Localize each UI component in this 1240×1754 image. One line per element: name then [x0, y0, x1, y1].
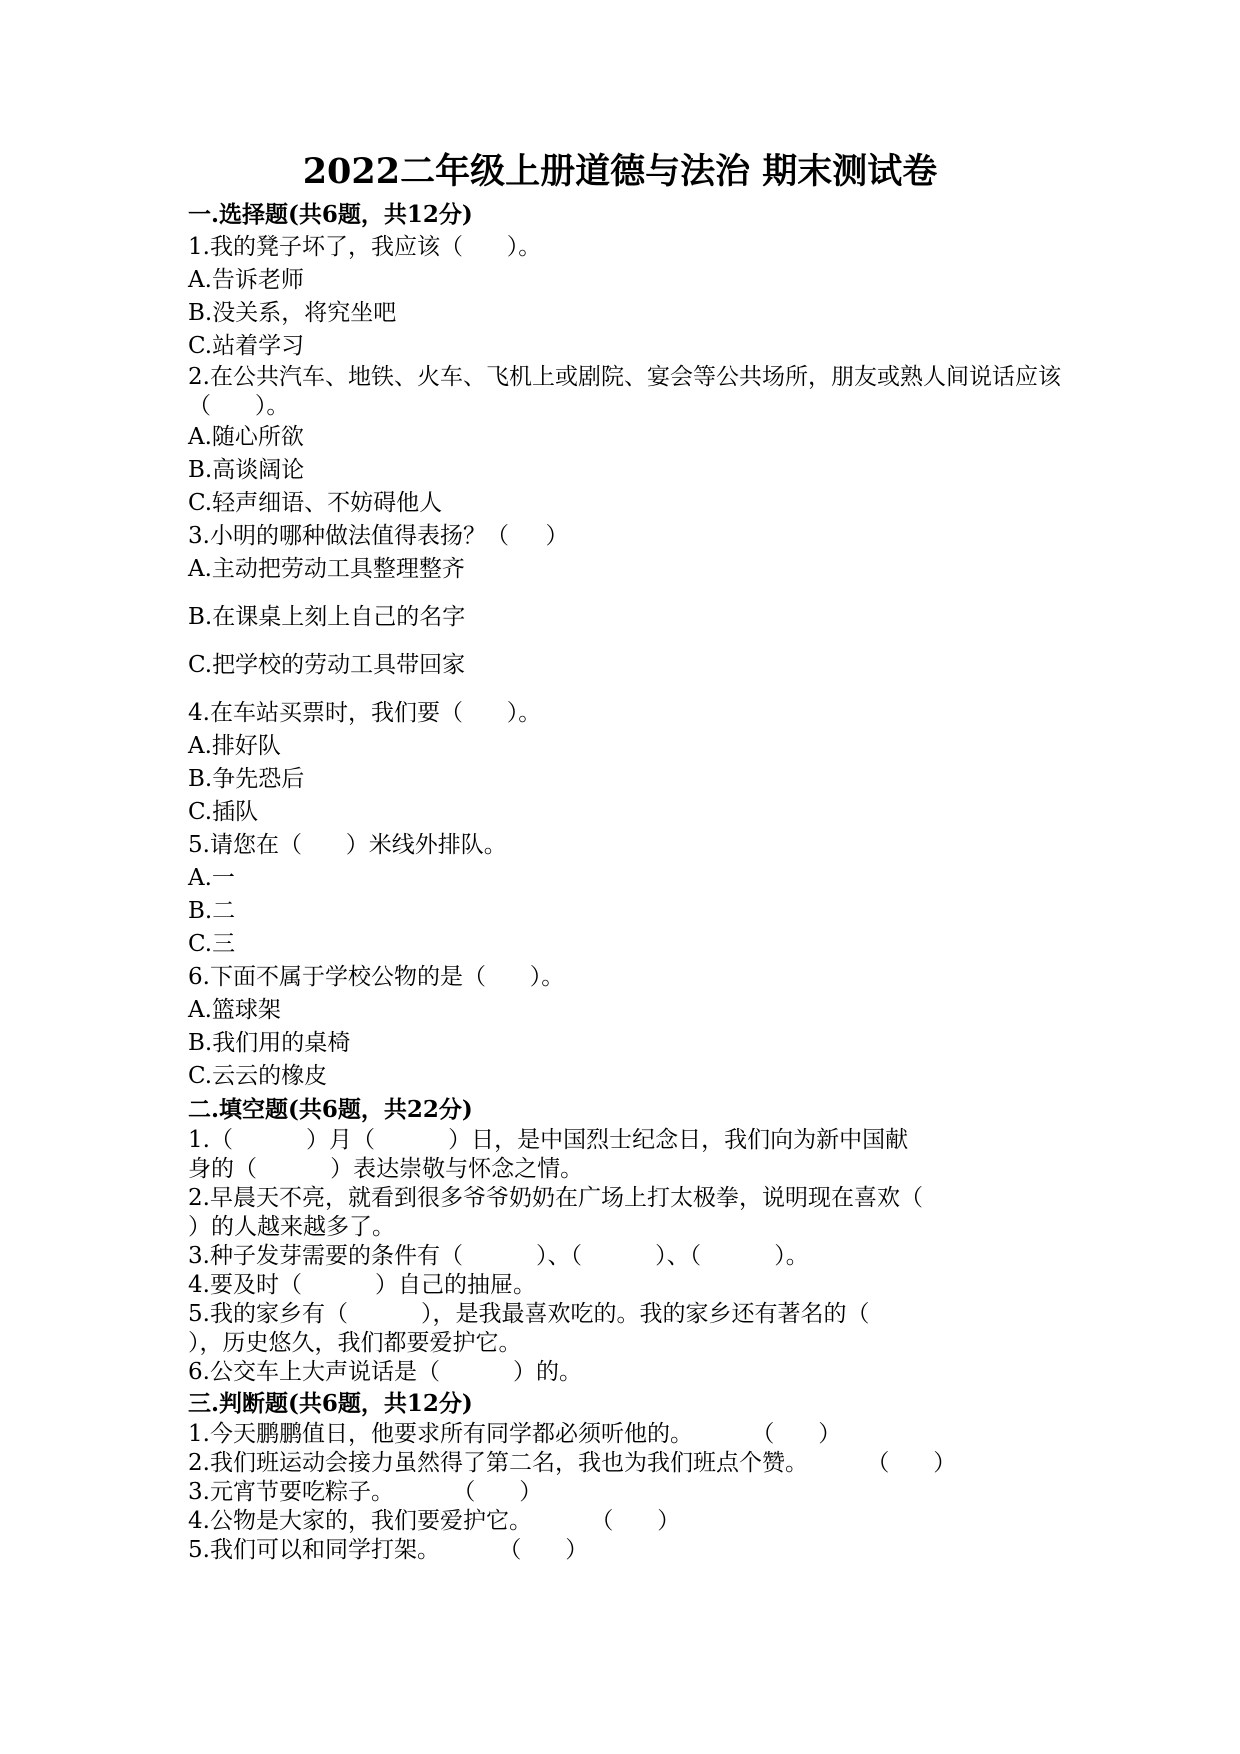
judge-line: 3.元宵节要吃粽子。 （ ） — [188, 1479, 543, 1505]
question-stem: 4.在车站买票时，我们要（ ）。 — [188, 700, 542, 726]
question-option: A.告诉老师 — [188, 267, 304, 293]
judge-line: 1.今天鹏鹏值日，他要求所有同学都必须听他的。 （ ） — [188, 1421, 842, 1447]
fill-line: ），历史悠久，我们都要爱护它。 — [188, 1330, 522, 1356]
page-title: 2022二年级上册道德与法治 期末测试卷 — [302, 151, 938, 192]
question-stem: 2.在公共汽车、地铁、火车、飞机上或剧院、宴会等公共场所，朋友或熟人间说话应该（ ）。 — [188, 364, 1061, 419]
fill-line: 6.公交车上大声说话是（ ）的。 — [188, 1359, 583, 1385]
fill-line: 2.早晨天不亮，就看到很多爷爷奶奶在广场上打太极拳，说明现在喜欢（ — [188, 1185, 923, 1211]
question-option: A.篮球架 — [188, 997, 281, 1023]
question-option: B.二 — [188, 898, 236, 924]
question-option: B.高谈阔论 — [188, 457, 305, 483]
question-option: A.排好队 — [188, 733, 281, 759]
question-option: C.三 — [188, 931, 236, 957]
question-option: C.把学校的劳动工具带回家 — [188, 652, 466, 678]
question-option: C.插队 — [188, 799, 259, 825]
exam-content — [188, 198, 1068, 1565]
fill-line: ）的人越来越多了。 — [188, 1214, 395, 1240]
fill-line: 4.要及时（ ）自己的抽屉。 — [188, 1272, 537, 1298]
fill-line: 5.我的家乡有（ ），是我最喜欢吃的。我的家乡还有著名的（ — [188, 1301, 870, 1327]
question-stem: 6.下面不属于学校公物的是（ ）。 — [188, 964, 565, 990]
fill-line: 3.种子发芽需要的条件有（ ）、（ ）、（ ）。 — [188, 1243, 809, 1269]
question-stem: 3.小明的哪种做法值得表扬？（ ） — [188, 523, 569, 549]
question-option: C.站着学习 — [188, 333, 305, 359]
section-heading-fill: 二.填空题(共6题，共22分) — [188, 1096, 473, 1123]
question-stem: 1.我的凳子坏了，我应该（ ）。 — [188, 234, 542, 260]
question-option: C.云云的橡皮 — [188, 1063, 328, 1089]
question-option: B.在课桌上刻上自己的名字 — [188, 604, 466, 630]
judge-line: 2.我们班运动会接力虽然得了第二名，我也为我们班点个赞。 （ ） — [188, 1450, 957, 1476]
question-option: A.一 — [188, 865, 235, 891]
question-option: B.我们用的桌椅 — [188, 1030, 351, 1056]
question-stem: 5.请您在（ ）米线外排队。 — [188, 832, 507, 858]
question-option: B.没关系，将究坐吧 — [188, 300, 397, 326]
fill-line: 身的（ ）表达崇敬与怀念之情。 — [188, 1156, 584, 1182]
question-option: B.争先恐后 — [188, 766, 305, 792]
section-heading-choice: 一.选择题(共6题，共12分) — [188, 201, 473, 228]
judge-line: 4.公物是大家的，我们要爱护它。 （ ） — [188, 1508, 681, 1534]
fill-line: 1.（ ）月（ ）日，是中国烈士纪念日，我们向为新中国献 — [188, 1127, 909, 1153]
section-heading-judge: 三.判断题(共6题，共12分) — [188, 1390, 473, 1417]
question-option: A.随心所欲 — [188, 424, 304, 450]
judge-line: 5.我们可以和同学打架。 （ ） — [188, 1537, 589, 1563]
question-option: C.轻声细语、不妨碍他人 — [188, 490, 443, 516]
question-option: A.主动把劳动工具整理整齐 — [188, 556, 465, 582]
